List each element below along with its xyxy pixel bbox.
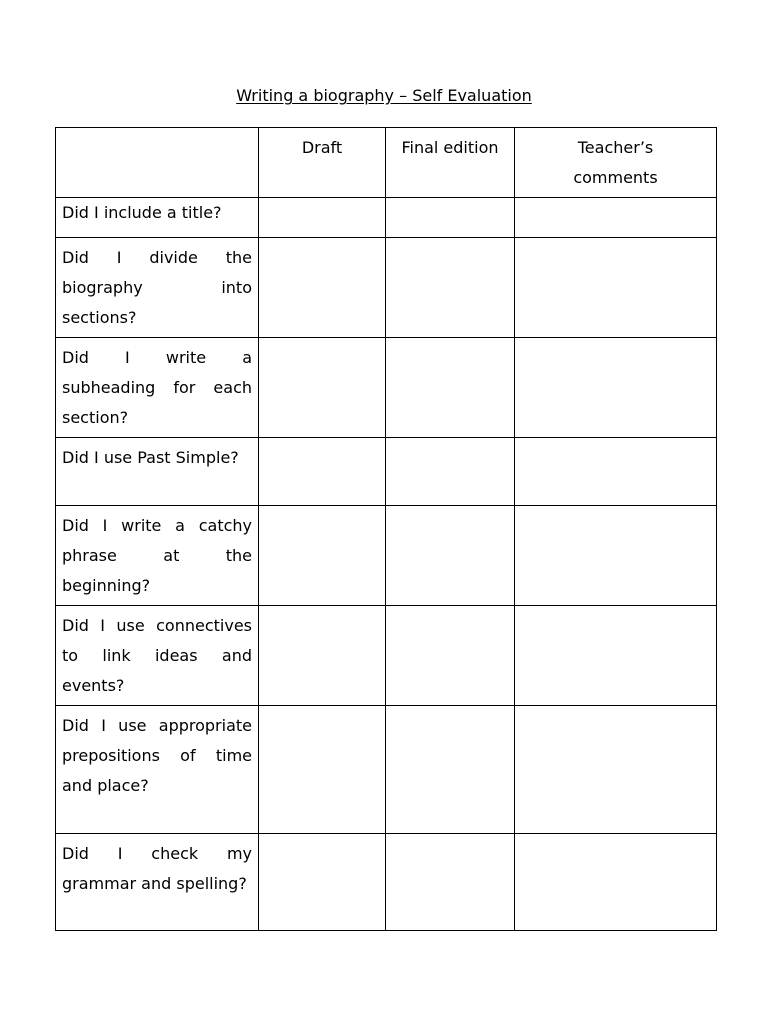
teacher-comment-cell[interactable] — [515, 606, 717, 706]
final-edition-cell[interactable] — [386, 606, 515, 706]
question-cell: Did I check my grammar and spelling? — [56, 834, 259, 931]
table-row — [56, 238, 717, 338]
header-draft: Draft — [259, 128, 386, 198]
table-row — [56, 338, 717, 438]
self-evaluation-table — [55, 127, 717, 931]
question-cell: Did I use connectives to link ideas and events? — [56, 606, 259, 706]
draft-cell[interactable] — [259, 438, 386, 506]
table-row — [56, 198, 717, 238]
header-blank-cell — [56, 128, 259, 198]
teacher-comment-cell[interactable] — [515, 198, 717, 238]
teacher-comment-cell[interactable] — [515, 834, 717, 931]
final-edition-cell[interactable] — [386, 506, 515, 606]
document-title-text: Writing a biography – Self Evaluation — [236, 86, 532, 105]
draft-cell[interactable] — [259, 338, 386, 438]
table-row — [56, 834, 717, 931]
draft-cell[interactable] — [259, 506, 386, 606]
teacher-comment-cell[interactable] — [515, 506, 717, 606]
teacher-comment-cell[interactable] — [515, 706, 717, 834]
question-cell: Did I divide the biography into sections? — [56, 238, 259, 338]
question-cell: Did I include a title? — [56, 198, 259, 238]
table-row — [56, 606, 717, 706]
draft-cell[interactable] — [259, 606, 386, 706]
question-cell: Did I write a catchy phrase at the beginning? — [56, 506, 259, 606]
teacher-comment-cell[interactable] — [515, 438, 717, 506]
table-row — [56, 706, 717, 834]
draft-cell[interactable] — [259, 834, 386, 931]
final-edition-cell[interactable] — [386, 198, 515, 238]
draft-cell[interactable] — [259, 706, 386, 834]
document-title — [0, 85, 768, 107]
draft-cell[interactable] — [259, 238, 386, 338]
final-edition-cell[interactable] — [386, 706, 515, 834]
final-edition-cell[interactable] — [386, 338, 515, 438]
table-row — [56, 438, 717, 506]
header-teachers-comments-text: Teacher’s comments — [573, 138, 658, 187]
question-cell: Did I use appropriate prepositions of time and place? — [56, 706, 259, 834]
final-edition-cell[interactable] — [386, 834, 515, 931]
final-edition-cell[interactable] — [386, 438, 515, 506]
table-header-row — [56, 128, 717, 198]
header-final-edition: Final edition — [386, 128, 515, 198]
question-cell: Did I write a subheading for each section? — [56, 338, 259, 438]
table-row — [56, 506, 717, 606]
teacher-comment-cell[interactable] — [515, 238, 717, 338]
final-edition-cell[interactable] — [386, 238, 515, 338]
draft-cell[interactable] — [259, 198, 386, 238]
question-cell: Did I use Past Simple? — [56, 438, 259, 506]
teacher-comment-cell[interactable] — [515, 338, 717, 438]
header-teachers-comments — [515, 128, 717, 198]
